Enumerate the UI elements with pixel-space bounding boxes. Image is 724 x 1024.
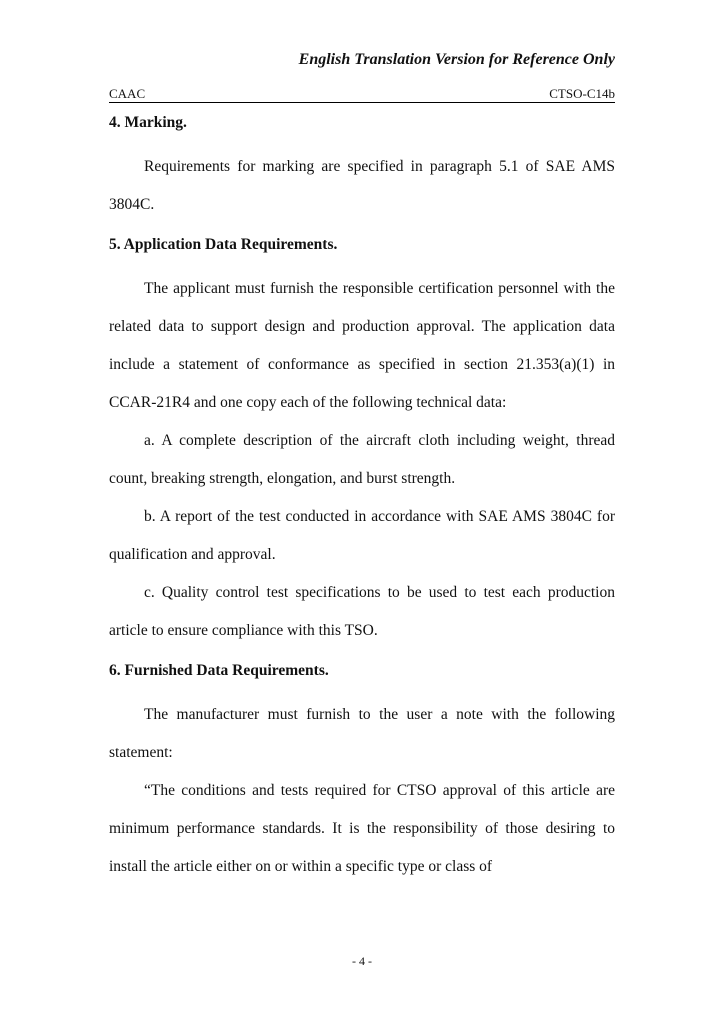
- section-heading-application-data: 5. Application Data Requirements.: [109, 236, 338, 253]
- list-item-c: c. Quality control test specifications to be used to test each production article to ensure compliance with this TSO.: [109, 584, 615, 639]
- list-item-b: b. A report of the test conducted in accordance with SAE AMS 3804C for qualification and approval.: [109, 508, 615, 563]
- document-body: [109, 110, 615, 886]
- section-heading-furnished-data: 6. Furnished Data Requirements.: [109, 662, 329, 679]
- section-heading-marking: 4. Marking.: [109, 114, 187, 131]
- header-rule: [109, 102, 615, 103]
- header-doc-id: CTSO-C14b: [549, 86, 615, 101]
- paragraph-furnished-statement: “The conditions and tests required for CTSO approval of this article are minimum performance standards. It is the responsibility of those desiring to install the article either on or within a specific type or class of: [109, 782, 615, 875]
- page-number: - 4 -: [352, 954, 372, 968]
- translation-banner: English Translation Version for Reference Only: [298, 51, 615, 68]
- list-item-a: a. A complete description of the aircraft cloth including weight, thread count, breaking strength, elongation, and burst strength.: [109, 432, 615, 487]
- paragraph-application-intro: The applicant must furnish the responsible certification personnel with the related data to support design and production approval. The application data include a statement of conformance as specified in section 21.353(a)(1) in CCAR-21R4 and one copy each of the following technical data:: [109, 280, 615, 411]
- paragraph-furnished-intro: The manufacturer must furnish to the user a note with the following statement:: [109, 706, 615, 761]
- header-org: CAAC: [109, 86, 146, 101]
- paragraph-marking: Requirements for marking are specified in paragraph 5.1 of SAE AMS 3804C.: [109, 158, 615, 213]
